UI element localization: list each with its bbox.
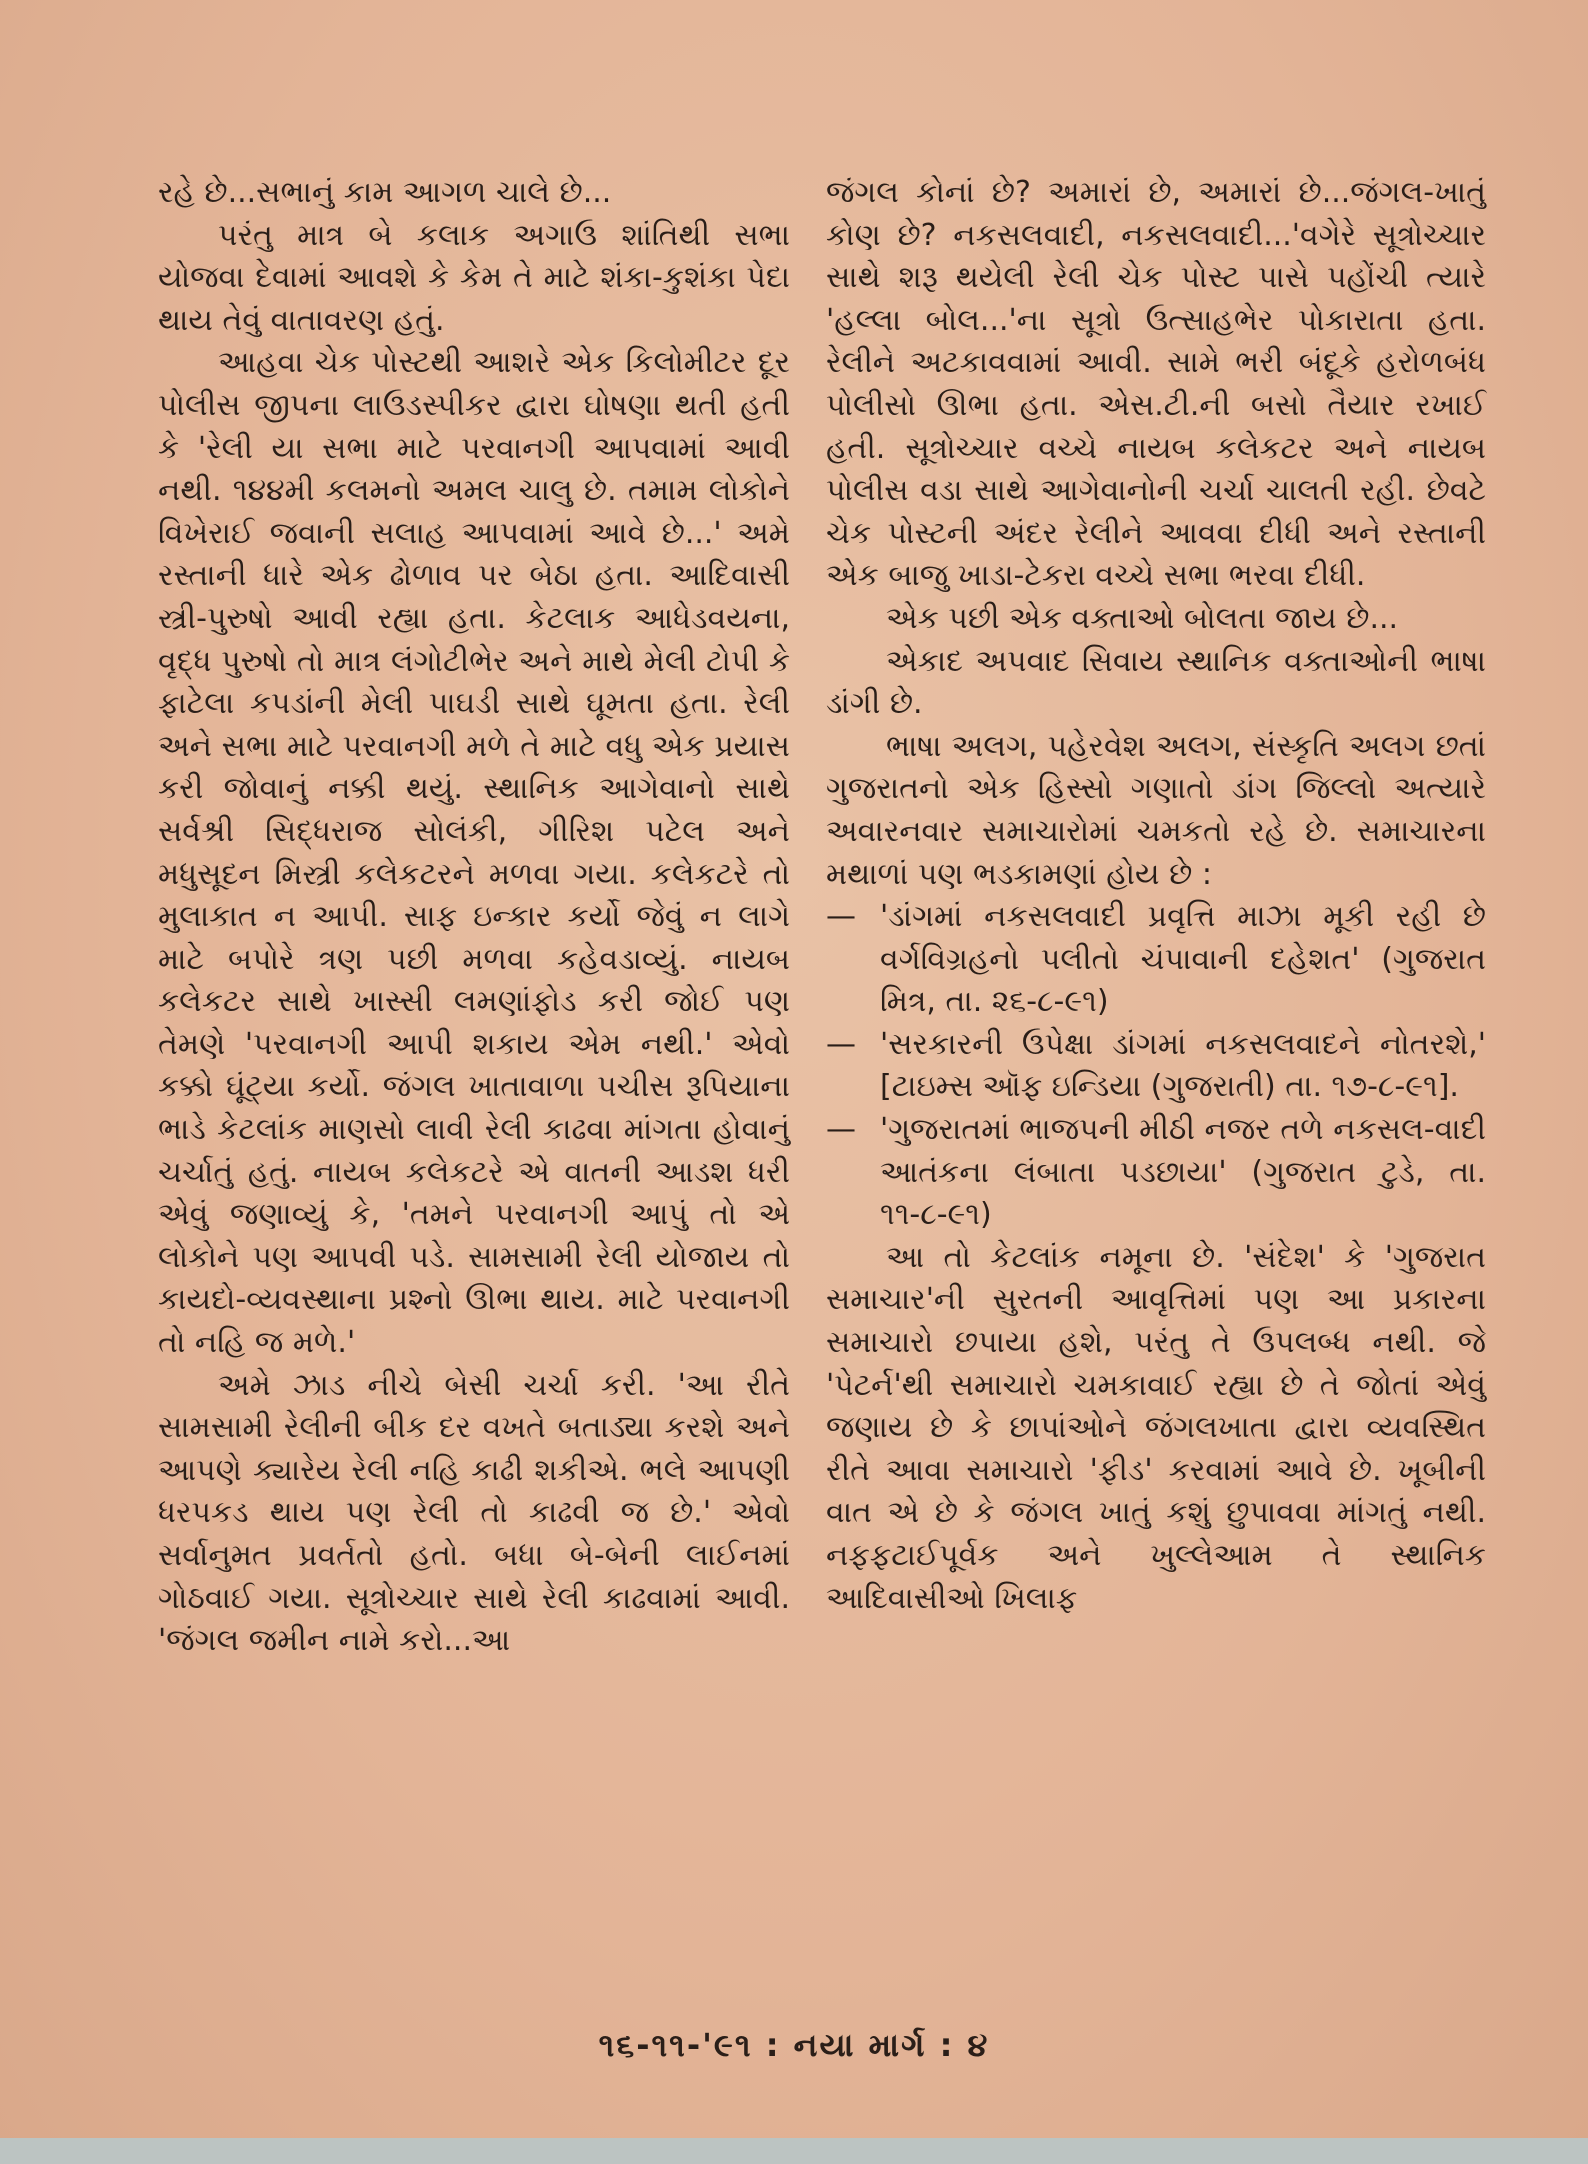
paragraph: એક પછી એક વક્તાઓ બોલતા જાય છે... [886, 600, 1399, 636]
paragraph: રહે છે...સભાનું કામ આગળ ચાલે છે... [158, 175, 612, 210]
bullet-dash: — [826, 1026, 856, 1062]
bullet-text: 'ગુજરાતમાં ભાજપની મીઠી નજર તળે નકસલ-વાદી આતંકના લંબાતા પડછાયા' (ગુજરાત ટુડે, તા. ૧૧-૮-૯૧) [880, 1112, 1486, 1233]
headline-bullet [826, 1109, 1486, 1237]
paragraph: પરંતુ માત્ર બે કલાક અગાઉ શાંતિથી સભા યોજવા દેવામાં આવશે કે કેમ તે માટે શંકા-કુશંકા પેદા થાય તેવું વાતાવરણ હતું. [158, 217, 790, 338]
bullet-dash: — [826, 899, 856, 935]
paragraph: એકાદ અપવાદ સિવાય સ્થાનિક વક્તાઓની ભાષા ડાંગી છે. [826, 643, 1486, 722]
headline-bullet [826, 896, 1486, 1024]
paragraph: આહવા ચેક પોસ્ટથી આશરે એક કિલોમીટર દૂર પોલીસ જીપના લાઉડસ્પીકર દ્વારા ઘોષણા થતી હતી કે 'રેલી યા સભા માટે પરવાનગી આપવામાં આવી નથી. ૧૪૪મી કલમનો અમલ ચાલુ છે. તમામ લોકોને વિખેરાઈ જવાની સલાહ આપવામાં આવે છે...' અમે રસ્તાની ધારે એક ઢોળાવ પર બેઠા હતા. આદિવાસી સ્ત્રી-પુરુષો આવી રહ્યા હતા. કેટલાક આધેડવયના, વૃદ્ધ પુરુષો તો માત્ર લંગોટીભેર અને માથે મેલી ટોપી કે ફાટેલા કપડાંની મેલી પાઘડી સાથે ઘૂમતા હતા. રેલી અને સભા માટે પરવાનગી મળે તે માટે વધુ એક પ્રયાસ કરી જોવાનું નક્કી થયું. સ્થાનિક આગેવાનો સાથે સર્વશ્રી સિદ્ધરાજ સોલંકી, ગીરિશ પટેલ અને મધુસૂદન મિસ્ત્રી કલેકટરને મળવા ગયા. કલેકટરે તો મુલાકાત ન આપી. સાફ ઇન્કાર કર્યો જેવું ન લાગે માટે બપોરે ત્રણ પછી મળવા કહેવડાવ્યું. નાયબ કલેકટર સાથે ખાસ્સી લમણાંફોડ કરી જોઈ પણ તેમણે 'પરવાનગી આપી શકાય એમ નથી.' એવો કક્કો ઘૂંટ્યા કર્યો. જંગલ ખાતાવાળા પચીસ રૂપિયાના ભાડે કેટલાંક માણસો લાવી રેલી કાઢવા માંગતા હોવાનું ચર્ચાતું હતું. નાયબ કલેકટરે એ વાતની આડશ ધરી એવું જણાવ્યું કે, 'તમને પરવાનગી આપું તો એ લોકોને પણ આપવી પડે. સામસામી રેલી યોજાય તો કાયદો-વ્યવસ્થાના પ્રશ્નો ઊભા થાય. માટે પરવાનગી તો નહિ જ મળે.' [158, 345, 790, 1361]
headline-bullet [826, 1024, 1486, 1109]
page-footer: ૧૬-૧૧-'૯૧ : નયા માર્ગ : ૪ [598, 2026, 990, 2064]
bullet-text: 'સરકારની ઉપેક્ષા ડાંગમાં નકસલવાદને નોતરશે,' [ટાઇમ્સ ઑફ ઇન્ડિયા (ગુજરાતી) તા. ૧૭-૮-૯૧]. [880, 1026, 1486, 1105]
paragraph: આ તો કેટલાંક નમૂના છે. 'સંદેશ' કે 'ગુજરાત સમાચાર'ની સુરતની આવૃત્તિમાં પણ આ પ્રકારના સમાચારો છપાયા હશે, પરંતુ તે ઉપલબ્ધ નથી. જે 'પેટર્ન'થી સમાચારો ચમકાવાઈ રહ્યા છે તે જોતાં એવું જણાય છે કે છાપાંઓને જંગલખાતા દ્વારા વ્યવસ્થિત રીતે આવા સમાચારો 'ફીડ' કરવામાં આવે છે. ખૂબીની વાત એ છે કે જંગલ ખાતું કશું છુપાવવા માંગતું નથી. નફફટાઈપૂર્વક અને ખુલ્લેઆમ તે સ્થાનિક આદિવાસીઓ ખિલાફ [826, 1239, 1486, 1616]
right-column [826, 172, 1486, 1620]
left-column [158, 172, 790, 1663]
bullet-dash: — [826, 1112, 856, 1148]
paragraph: અમે ઝાડ નીચે બેસી ચર્ચા કરી. 'આ રીતે સામસામી રેલીની બીક દર વખતે બતાડ્યા કરશે અને આપણે ક્યારેય રેલી નહિ કાઢી શકીએ. ભલે આપણી ધરપકડ થાય પણ રેલી તો કાઢવી જ છે.' એવો સર્વાનુમત પ્રવર્તતો હતો. બધા બે-બેની લાઈનમાં ગોઠવાઈ ગયા. સૂત્રોચ્ચાર સાથે રેલી કાઢવામાં આવી. 'જંગલ જમીન નામે કરો...આ [158, 1367, 790, 1659]
paragraph: ભાષા અલગ, પહેરવેશ અલગ, સંસ્કૃતિ અલગ છતાં ગુજરાતનો એક હિસ્સો ગણાતો ડાંગ જિલ્લો અત્યારે અવારનવાર સમાચારોમાં ચમકતો રહે છે. સમાચારના મથાળાં પણ ભડકામણાં હોય છે : [826, 728, 1486, 892]
paragraph: જંગલ કોનાં છે? અમારાં છે, અમારાં છે...જંગલ-ખાતું કોણ છે? નકસલવાદી, નકસલવાદી...'વગેરે સૂત્રોચ્ચાર સાથે શરૂ થયેલી રેલી ચેક પોસ્ટ પાસે પહોંચી ત્યારે 'હલ્લા બોલ...'ના સૂત્રો ઉત્સાહભેર પોકારાતા હતા. રેલીને અટકાવવામાં આવી. સામે ભરી બંદૂકે હરોળબંધ પોલીસો ઊભા હતા. એસ.ટી.ની બસો તૈયાર રખાઈ હતી. સૂત્રોચ્ચાર વચ્ચે નાયબ કલેકટર અને નાયબ પોલીસ વડા સાથે આગેવાનોની ચર્ચા ચાલતી રહી. છેવટે ચેક પોસ્ટની અંદર રેલીને આવવા દીધી અને રસ્તાની એક બાજુ ખાડા-ટેકરા વચ્ચે સભા ભરવા દીધી. [826, 175, 1486, 594]
bullet-text: 'ડાંગમાં નકસલવાદી પ્રવૃત્તિ માઝા મૂકી રહી છે વર્ગવિગ્રહનો પલીતો ચંપાવાની દહેશત' (ગુજરાત મિત્ર, તા. ૨૬-૮-૯૧) [880, 899, 1486, 1020]
scan-edge-strip [0, 2138, 1588, 2164]
